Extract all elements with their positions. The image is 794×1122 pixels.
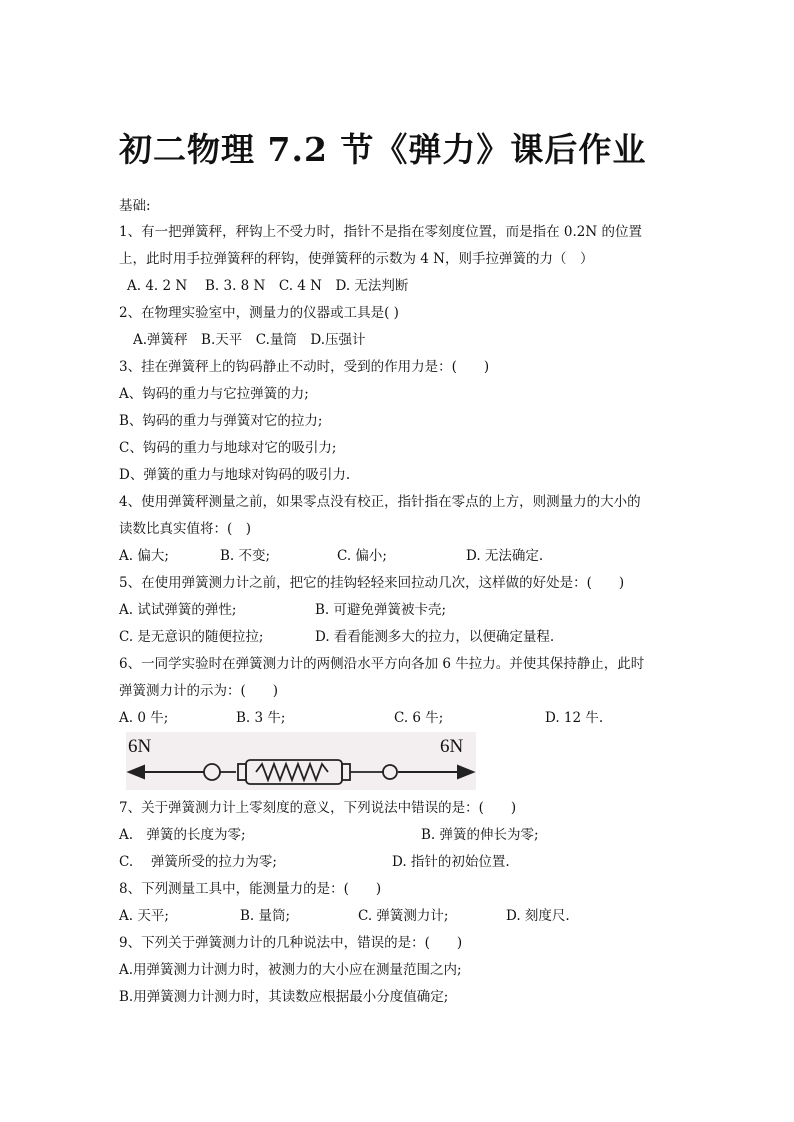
- q1-line2: 上，此时用手拉弹簧秤的秤钩，使弹簧秤的示数为 4 N，则手拉弹簧的力（ ）: [119, 251, 594, 267]
- right-force-label: 6N: [440, 736, 464, 757]
- q9-option-b: B.用弹簧测力计测力时，其读数应根据最小分度值确定;: [119, 989, 449, 1005]
- q6-option-d: D. 12 牛.: [545, 710, 604, 726]
- q5-option-c: C. 是无意识的随便拉拉;: [119, 629, 264, 645]
- section-label: 基础:: [119, 198, 151, 214]
- q5-stem: 5、在使用弹簧测力计之前，把它的挂钩轻轻来回拉动几次，这样做的好处是：( ): [119, 575, 625, 591]
- q5-option-a: A. 试试弹簧的弹性;: [119, 602, 237, 618]
- left-force-label: 6N: [128, 736, 152, 757]
- q6-line2: 弹簧测力计的示为：( ): [119, 683, 279, 699]
- q4-line2: 读数比真实值将：( ): [119, 521, 252, 537]
- q5-option-d: D. 看看能测多大的拉力，以便确定量程.: [315, 629, 555, 645]
- q6-option-b: B. 3 牛;: [236, 710, 286, 726]
- q9-option-a: A.用弹簧测力计测力时，被测力的大小应在测量范围之内;: [119, 962, 462, 978]
- q7-option-b: B. 弹簧的伸长为零;: [421, 827, 539, 843]
- q4-line1: 4、使用弹簧秤测量之前，如果零点没有校正，指针指在零点的上方，则测量力的大小的: [119, 494, 641, 510]
- q8-option-a: A. 天平;: [119, 908, 169, 924]
- q3-option-a: A、钩码的重力与它拉弹簧的力;: [119, 386, 309, 402]
- q7-option-c: C. 弹簧所受的拉力为零;: [119, 854, 277, 870]
- q9-stem: 9、下列关于弹簧测力计的几种说法中，错误的是：( ): [119, 935, 463, 951]
- spring-scale-figure: [126, 732, 476, 790]
- q1-options: A. 4. 2 N B. 3. 8 N C. 4 N D. 无法判断: [127, 278, 409, 294]
- q4-option-d: D. 无法确定.: [466, 548, 544, 564]
- q8-option-d: D. 刻度尺.: [506, 908, 570, 924]
- q7-option-d: D. 指针的初始位置.: [392, 854, 510, 870]
- q2-stem: 2、在物理实验室中，测量力的仪器或工具是( ): [119, 305, 399, 321]
- q4-option-a: A. 偏大;: [119, 548, 169, 564]
- q4-option-b: B. 不变;: [220, 548, 271, 564]
- q6-line1: 6、一同学实验时在弹簧测力计的两侧沿水平方向各加 6 牛拉力。并使其保持静止，此时: [119, 656, 645, 672]
- q8-option-c: C. 弹簧测力计;: [358, 908, 449, 924]
- q4-option-c: C. 偏小;: [337, 548, 387, 564]
- q3-stem: 3、挂在弹簧秤上的钩码静止不动时，受到的作用力是：( ): [119, 359, 490, 375]
- q7-option-a: A. 弹簧的长度为零;: [119, 827, 246, 843]
- q3-option-d: D、弹簧的重力与地球对钩码的吸引力.: [119, 467, 351, 483]
- spring-scale-diagram: [126, 732, 476, 790]
- q8-stem: 8、下列测量工具中，能测量力的是：( ): [119, 881, 382, 897]
- q5-option-b: B. 可避免弹簧被卡壳;: [315, 602, 447, 618]
- q6-option-c: C. 6 牛;: [394, 710, 444, 726]
- q6-option-a: A. 0 牛;: [119, 710, 169, 726]
- q3-option-c: C、钩码的重力与地球对它的吸引力;: [119, 440, 337, 456]
- q3-option-b: B、钩码的重力与弹簧对它的拉力;: [119, 413, 323, 429]
- page-title: 初二物理 7.2 节《弹力》课后作业: [119, 130, 647, 169]
- q1-line1: 1、有一把弹簧秤，秤钩上不受力时，指针不是指在零刻度位置，而是指在 0.2N 的位置: [119, 224, 642, 240]
- spring-scale-body: [204, 760, 397, 784]
- q8-option-b: B. 量筒;: [240, 908, 291, 924]
- q7-stem: 7、关于弹簧测力计上零刻度的意义，下列说法中错误的是：( ): [119, 800, 517, 816]
- q2-options: A.弹簧秤 B.天平 C.量筒 D.压强计: [133, 332, 366, 348]
